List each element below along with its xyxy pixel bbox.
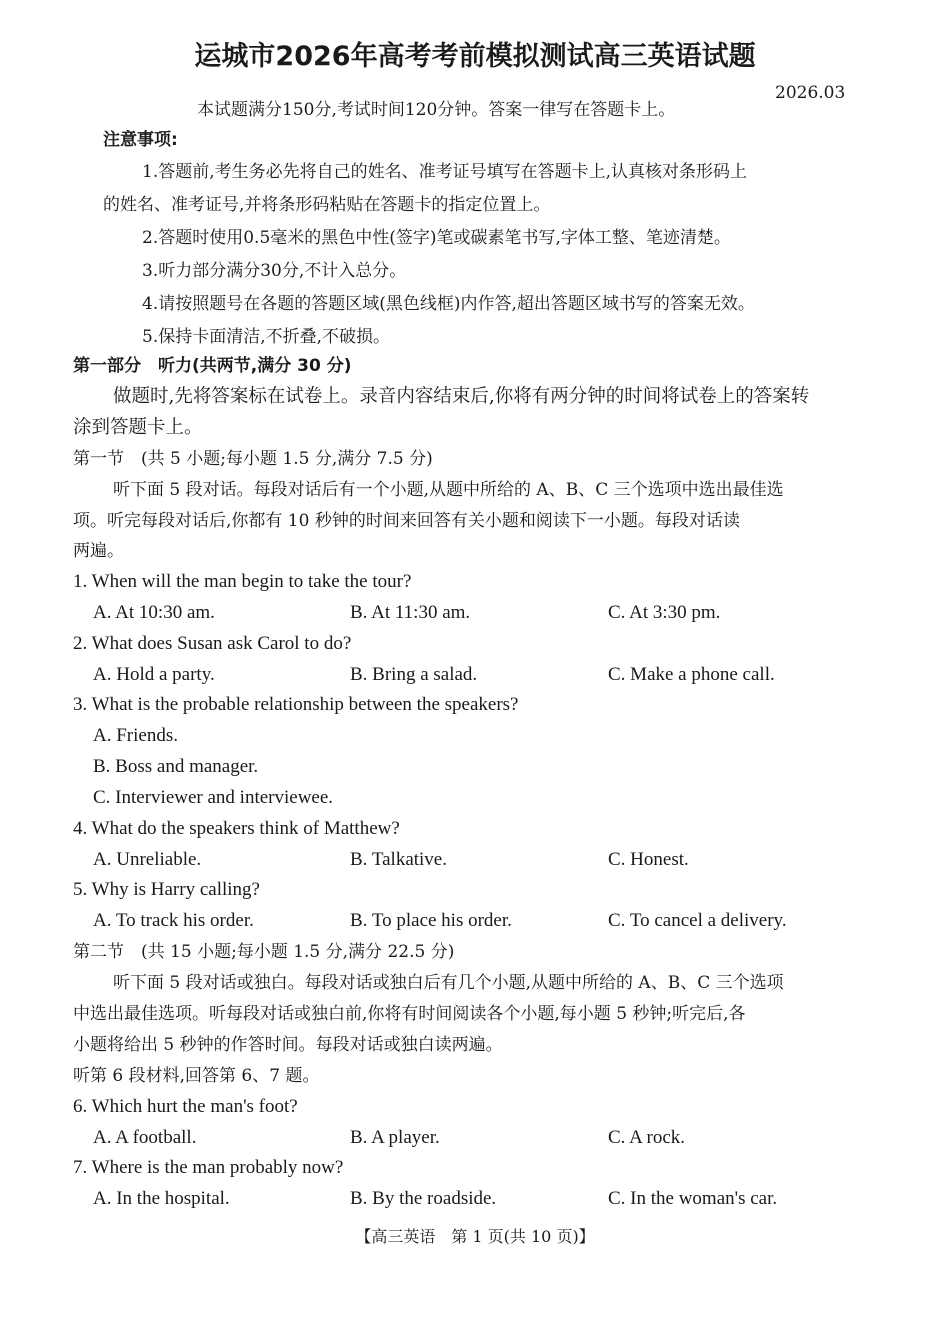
option: B. By the roadside. — [350, 1188, 497, 1209]
section2-para: 听下面 5 段对话或独白。每段对话或独白后有几个小题,从题中所给的 A、B、C 三个选项 — [113, 973, 784, 993]
intro: 本试题满分150分,考试时间120分钟。答案一律写在答题卡上。 — [197, 100, 676, 120]
option: A. A football. — [93, 1127, 197, 1148]
section2-para: 小题将给出 5 秒钟的作答时间。每段对话或独白读两遍。 — [73, 1035, 503, 1055]
option: A. At 10:30 am. — [93, 602, 215, 623]
option: B. At 11:30 am. — [350, 602, 471, 623]
option: C. Honest. — [608, 849, 689, 870]
question: 1. When will the man begin to take the tour? — [73, 571, 412, 592]
question: 6. Which hurt the man's foot? — [73, 1096, 298, 1117]
section2-heading: 第二节 (共 15 小题;每小题 1.5 分,满分 22.5 分) — [73, 942, 455, 962]
notice: 2.答题时使用0.5毫米的黑色中性(签字)笔或碳素笔书写,字体工整、笔迹清楚。 — [142, 228, 731, 248]
option: B. To place his order. — [350, 910, 512, 931]
notice: 1.答题前,考生务必先将自己的姓名、准考证号填写在答题卡上,认真核对条形码上 — [142, 162, 748, 182]
option: A. Hold a party. — [93, 664, 215, 685]
option: A. Unreliable. — [93, 849, 202, 870]
option: C. In the woman's car. — [608, 1188, 778, 1209]
section1-para: 听下面 5 段对话。每段对话后有一个小题,从题中所给的 A、B、C 三个选项中选出最佳选 — [113, 480, 784, 500]
option: B. Talkative. — [350, 849, 447, 870]
option: C. A rock. — [608, 1127, 686, 1148]
page-title: 运城市2026年高考考前模拟测试高三英语试题 — [194, 41, 756, 72]
option: A. To track his order. — [93, 910, 254, 931]
option: C. Make a phone call. — [608, 664, 775, 685]
option: B. Boss and manager. — [93, 756, 259, 777]
notice: 3.听力部分满分30分,不计入总分。 — [142, 261, 407, 281]
section1-heading: 第一节 (共 5 小题;每小题 1.5 分,满分 7.5 分) — [73, 449, 433, 469]
option: B. A player. — [350, 1127, 440, 1148]
part1-heading: 第一部分 听力(共两节,满分 30 分) — [73, 356, 352, 376]
part1-para: 做题时,先将答案标在试卷上。录音内容结束后,你将有两分钟的时间将试卷上的答案转 — [113, 386, 810, 407]
section2-para: 中选出最佳选项。听每段对话或独白前,你将有时间阅读各个小题,每小题 5 秒钟;听完后,各 — [73, 1004, 746, 1024]
notice: 4.请按照题号在各题的答题区域(黑色线框)内作答,超出答题区域书写的答案无效。 — [142, 294, 755, 314]
question: 2. What does Susan ask Carol to do? — [73, 633, 352, 654]
question: 4. What do the speakers think of Matthew? — [73, 818, 400, 839]
notice: 的姓名、准考证号,并将条形码粘贴在答题卡的指定位置上。 — [103, 195, 551, 215]
exam-date: 2026.03 — [775, 83, 846, 103]
part1-para: 涂到答题卡上。 — [73, 417, 203, 438]
notice: 5.保持卡面清洁,不折叠,不破损。 — [142, 327, 391, 347]
option: C. Interviewer and interviewee. — [93, 787, 334, 808]
section1-para: 两遍。 — [73, 541, 124, 561]
notice-heading: 注意事项: — [103, 130, 178, 150]
option: A. Friends. — [93, 725, 178, 746]
section1-para: 项。听完每段对话后,你都有 10 秒钟的时间来回答有关小题和阅读下一小题。每段对话读 — [73, 511, 740, 531]
option: B. Bring a salad. — [350, 664, 478, 685]
material-instruction: 听第 6 段材料,回答第 6、7 题。 — [73, 1066, 320, 1086]
question: 3. What is the probable relationship between the speakers? — [73, 694, 519, 715]
option: A. In the hospital. — [93, 1188, 230, 1209]
page-footer: 【高三英语 第 1 页(共 10 页)】 — [355, 1227, 595, 1246]
question: 7. Where is the man probably now? — [73, 1157, 344, 1178]
option: C. To cancel a delivery. — [608, 910, 787, 931]
question: 5. Why is Harry calling? — [73, 879, 260, 900]
option: C. At 3:30 pm. — [608, 602, 721, 623]
